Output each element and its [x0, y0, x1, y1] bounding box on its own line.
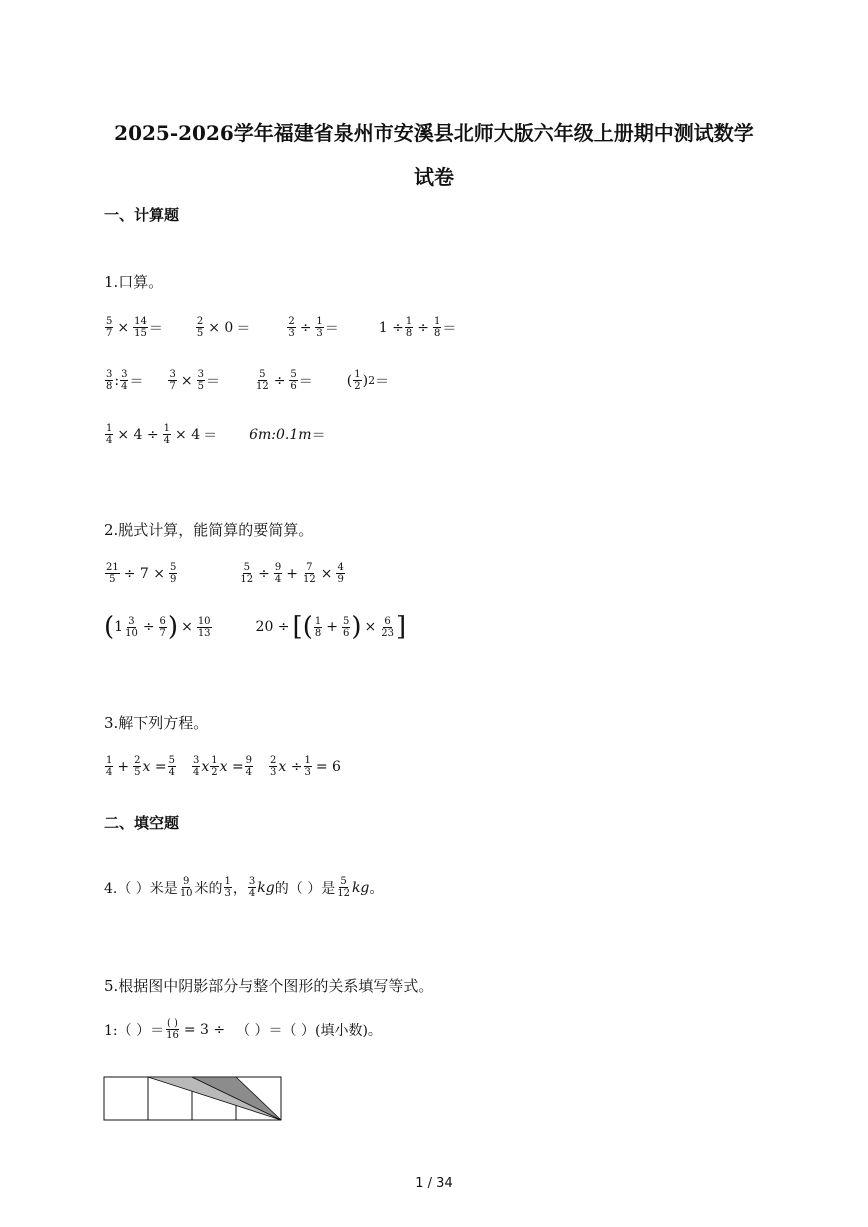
q3-row: $\frac{1}{4}$ + $\frac{2}{5}$ x = $\frac{5}{4}$ $\frac{3}{4}$ x $\frac{1}{2}$ x = $\frac{9}{4}$ $\frac{2}{3}$ x ÷ $\frac{1}{3}$ = 6 — [106, 755, 341, 778]
fraction: $\frac{9}{10}$ — [179, 876, 193, 899]
page-title-line-1: 2025-2026学年福建省泉州市安溪县北师大版六年级上册期中测试数学 — [114, 121, 754, 145]
question-2-label: 2.脱式计算，能简算的要简算。 — [104, 521, 314, 539]
fraction: $\frac{3}{7}$ — [169, 369, 176, 392]
fraction: $\frac{5}{12}$ — [255, 369, 269, 392]
fraction: $\frac{2}{3}$ — [288, 316, 295, 339]
fraction: $\frac{1}{4}$ — [163, 423, 171, 446]
fraction: $\frac{5}{12}$ — [337, 876, 350, 899]
fraction: $\frac{1}{2}$ — [211, 755, 218, 778]
fraction: $\frac{3}{4}$ — [248, 876, 256, 899]
q2-row-2: ( 1 $\frac{3}{10}$ ÷ $\frac{6}{7}$ ) × $\frac{10}{13}$ 20 ÷ [( $\frac{1}{8}$ + $\frac{5}{6}$ ) × $\frac{6}{23}$ ] — [104, 612, 407, 642]
fraction: $\frac{1}{3}$ — [224, 876, 231, 899]
page-title-line-2: 试卷 — [414, 165, 454, 189]
fraction: $\frac{1}{8}$ — [434, 316, 441, 339]
fraction: $\frac{21}{5}$ — [106, 562, 119, 585]
fraction: $\frac{( )}{16}$ — [166, 1018, 179, 1041]
q2-row-1: $\frac{21}{5}$ ÷ 7 × $\frac{5}{9}$ $\frac{5}{12}$ ÷ $\frac{9}{4}$ + $\frac{7}{12}$ × $\frac{4}{9}$ — [106, 562, 344, 585]
shaded-rectangle-figure — [103, 1076, 283, 1122]
fraction: $\frac{5}{9}$ — [170, 562, 177, 585]
fraction: $\frac{1}{8}$ — [314, 615, 322, 639]
fraction: $\frac{7}{12}$ — [302, 562, 316, 585]
fraction: $\frac{9}{4}$ — [245, 755, 253, 778]
fraction: $\frac{1}{3}$ — [304, 755, 311, 778]
fraction: $\frac{2}{5}$ — [196, 316, 204, 339]
fraction: $\frac{1}{2}$ — [354, 369, 361, 392]
fraction: $\frac{5}{12}$ — [240, 562, 254, 585]
fraction: $\frac{5}{6}$ — [290, 369, 297, 392]
q1-row-1: $\frac{5}{7}$ × $\frac{14}{15}$ ＝ $\frac{2}{5}$ × 0 ＝ $\frac{2}{3}$ ÷ $\frac{1}{3}$ ＝ 1 ÷ $\frac{1}{8}$ ÷ $\frac{1}{8}$ ＝ — [106, 316, 457, 339]
fraction: $\frac{3}{4}$ — [121, 369, 128, 392]
fraction: $\frac{6}{7}$ — [159, 615, 166, 639]
fraction: $\frac{2}{3}$ — [270, 755, 277, 778]
fraction: $\frac{10}{13}$ — [197, 615, 211, 639]
fraction: $\frac{3}{8}$ — [106, 369, 113, 392]
question-1-label: 1.口算。 — [104, 273, 164, 291]
q1-row-2: $\frac{3}{8}$ : $\frac{3}{4}$ ＝ $\frac{3}{7}$ × $\frac{3}{5}$ ＝ $\frac{5}{12}$ ÷ $\frac{5}{6}$ ＝ ( $\frac{1}{2}$ ) 2 ＝ — [106, 369, 390, 392]
question-5-equation: 1:（ ）＝ $\frac{( )}{16}$ = 3 ÷ （ ）＝（ ）(填小数)。 — [104, 1018, 382, 1041]
question-5-label: 5.根据图中阴影部分与整个图形的关系填写等式。 — [104, 977, 434, 995]
fraction: $\frac{5}{6}$ — [342, 615, 350, 639]
q1-row-3: $\frac{1}{4}$ × 4 ÷ $\frac{1}{4}$ × 4 ＝ 6m:0.1m ＝ — [106, 423, 326, 446]
page-number: 1 / 34 — [415, 1176, 453, 1191]
fraction: $\frac{3}{4}$ — [192, 755, 200, 778]
section-heading-calculation: 一、计算题 — [104, 206, 180, 224]
fraction: $\frac{4}{9}$ — [337, 562, 344, 585]
section-heading-fill-blank: 二、填空题 — [104, 814, 180, 832]
fraction: $\frac{6}{23}$ — [381, 615, 394, 639]
fraction: $\frac{1}{4}$ — [106, 755, 113, 778]
fraction: $\frac{1}{8}$ — [405, 316, 413, 339]
question-3-label: 3.解下列方程。 — [104, 714, 209, 732]
fraction: $\frac{2}{5}$ — [134, 755, 141, 778]
fraction: $\frac{3}{10}$ — [125, 615, 138, 639]
fraction: $\frac{1}{3}$ — [316, 316, 323, 339]
fraction: $\frac{14}{15}$ — [134, 316, 147, 339]
fraction: $\frac{5}{7}$ — [106, 316, 113, 339]
fraction: $\frac{5}{4}$ — [168, 755, 175, 778]
fraction: $\frac{1}{4}$ — [106, 423, 113, 446]
question-4: 4.（ ）米是 $\frac{9}{10}$ 米的 $\frac{1}{3}$ ， $\frac{3}{4}$ kg 的（ ）是 $\frac{5}{12}$ kg 。 — [104, 876, 384, 899]
fraction: $\frac{9}{4}$ — [274, 562, 282, 585]
fraction: $\frac{3}{5}$ — [197, 369, 204, 392]
